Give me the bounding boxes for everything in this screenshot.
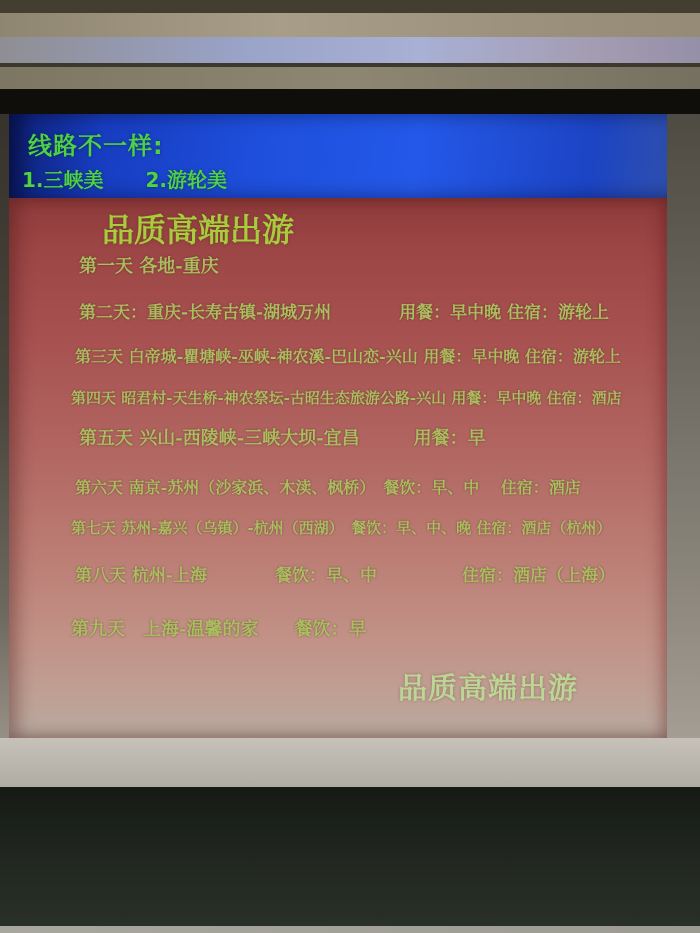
slide-body: [9, 198, 667, 738]
screen-bottom-margin: [0, 738, 700, 787]
header-title: 线路不一样:: [28, 132, 164, 160]
dark-table-band: [0, 787, 700, 926]
screen-top-border: [0, 89, 700, 114]
itinerary-day-9: 第九天 上海-温馨的家 餐饮：早: [71, 619, 367, 640]
slide-footer-title: 品质高端出游: [398, 671, 579, 705]
floor-strip: [0, 926, 700, 933]
slide: [9, 114, 667, 738]
header-item-2: 2.游轮美: [145, 168, 228, 192]
itinerary-day-1: 第一天 各地-重庆: [79, 256, 219, 277]
itinerary-day-4: 第四天 昭君村-天生桥-神农祭坛-古昭生态旅游公路-兴山 用餐：早中晚 住宿：酒店: [71, 389, 622, 407]
ceiling-strip: [0, 0, 700, 13]
itinerary-day-6: 第六天 南京-苏州（沙家浜、木渎、枫桥） 餐饮：早、中 住宿：酒店: [75, 478, 581, 497]
wall-strip-light: [0, 37, 700, 63]
header-list: [22, 164, 227, 193]
slide-title: 品质高端出游: [102, 211, 295, 249]
itinerary-day-3: 第三天 白帝城-瞿塘峡-巫峡-神农溪-巴山恋-兴山 用餐：早中晚 住宿：游轮上: [75, 347, 621, 366]
itinerary-day-8: 第八天 杭州-上海 餐饮：早、中 住宿：酒店（上海）: [75, 566, 615, 586]
itinerary-day-7: 第七天 苏州-嘉兴（乌镇）-杭州（西湖） 餐饮：早、中、晚 住宿：酒店（杭州）: [71, 519, 612, 537]
screen-left-margin: [0, 114, 9, 738]
screen-right-margin: [667, 114, 700, 738]
header-item-1: 1.三峡美: [22, 168, 104, 192]
projector-screen: [0, 114, 700, 738]
wall-strip-lower: [0, 67, 700, 89]
slide-header-band: [9, 114, 667, 198]
wall-strip-upper: [0, 13, 700, 37]
itinerary-day-5: 第五天 兴山-西陵峡-三峡大坝-宜昌 用餐：早: [79, 428, 486, 449]
itinerary-day-2: 第二天：重庆-长寿古镇-湖城万州 用餐：早中晚 住宿：游轮上: [79, 303, 610, 323]
